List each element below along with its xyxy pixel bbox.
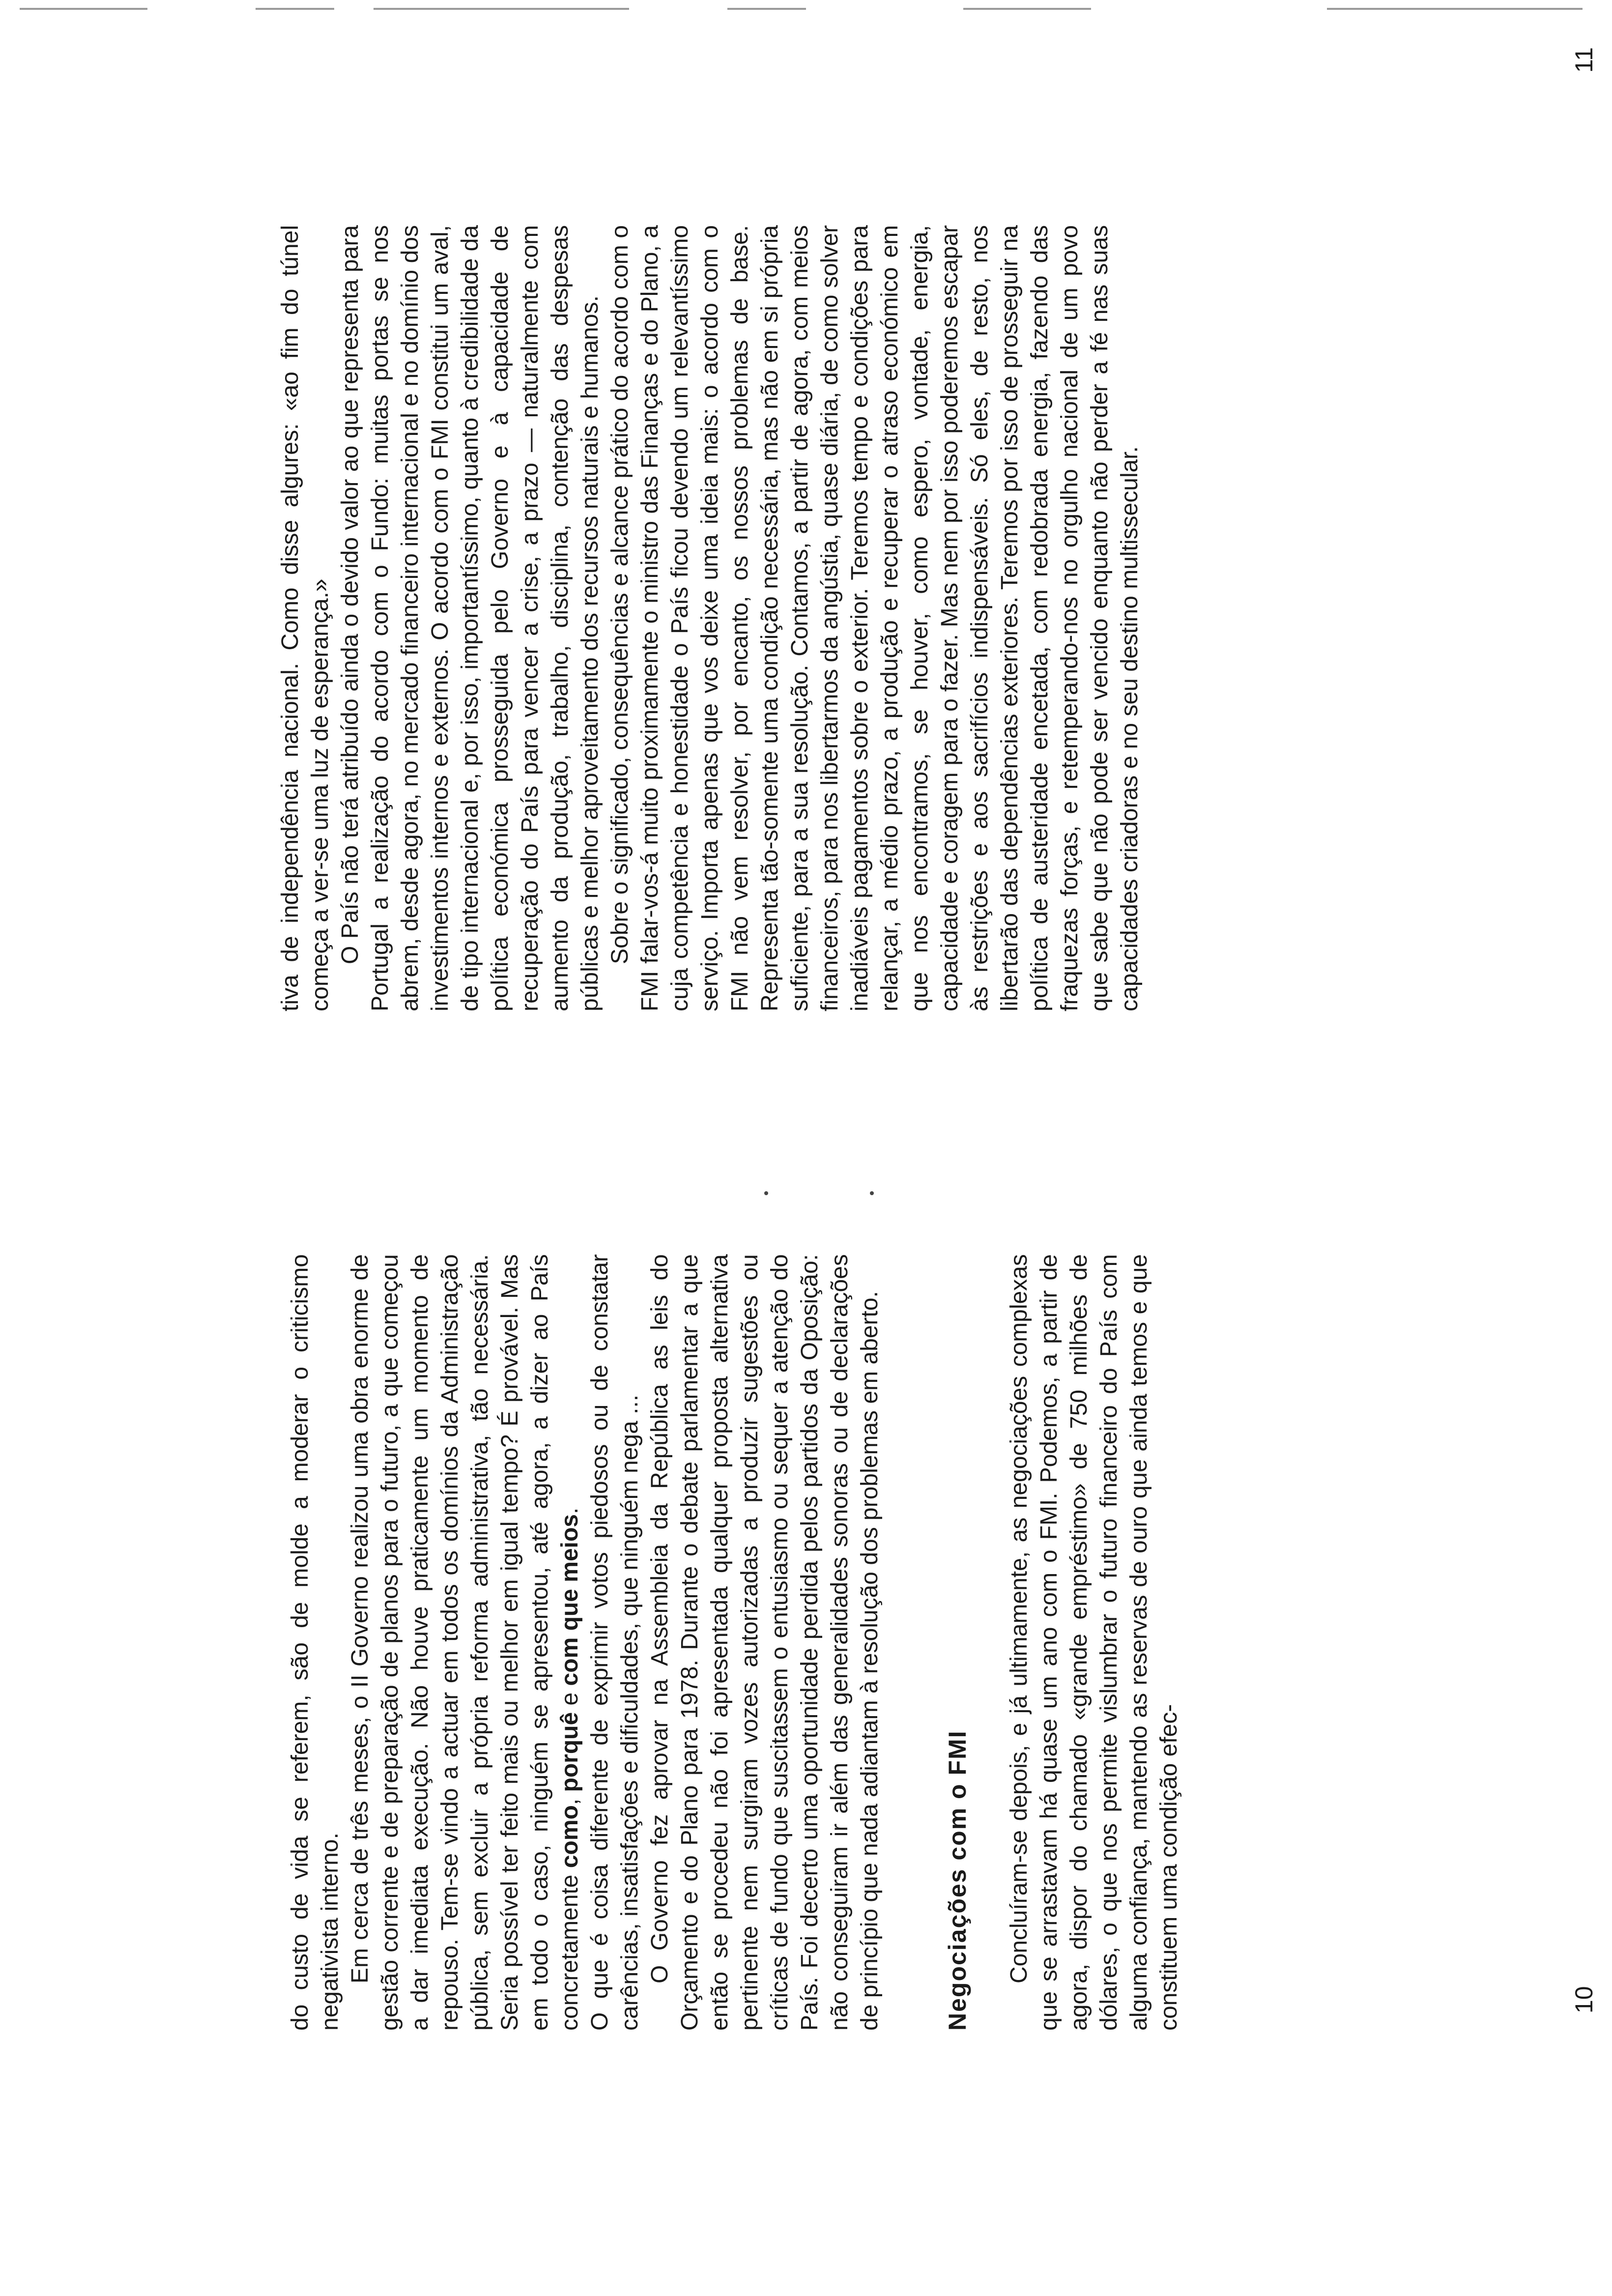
page-10 [0, 1148, 1612, 2296]
emphasis-why: porquê [557, 1712, 583, 1792]
paragraph: Sobre o significado, consequências e alcance prático do acordo com o FMI falar-vos-á muito proximamente o ministro das Finanças e do Plano, a cuja competência e honestidade o País ficou devendo um relevantíssimo serviço. Importa apenas que vos deixe uma ideia mais: o acordo com o FMI não vem resolver, por encanto, os nossos problemas de base. Representa tão-somente uma condição necessária, mas não em si própria suficiente, para a sua resolução. Contamos, a partir de agora, com meios financeiros, para nos libertarmos da angústia, quase diária, de como solver inadiáveis pagamentos sobre o exterior. Teremos tempo e condições para relançar, a médio prazo, a produção e recuperar o atraso económico em que nos encontramos, se houver, como espero, vontade, energia, capacidade e coragem para o fazer. Mas nem por isso poderemos escapar às restrições e aos sacrifícios indispensáveis. Só eles, de resto, nos libertarão das dependências exteriores. Teremos por isso de prosseguir na política de austeridade encetada, com redobrada energia, fazendo das fraquezas forças, e retemperando-nos no orgulho nacional de um povo que sabe que não pode ser vencido enquanto não perder a fé nas suas capacidades criadoras e no seu destino multissecular. [607, 225, 1143, 1011]
section-heading: Negociações com o FMI [944, 1730, 971, 2031]
scan-speck [764, 1191, 768, 1195]
separator: e [557, 1686, 583, 1712]
scan-speck [870, 1191, 874, 1195]
right-page-text [275, 225, 1145, 1011]
left-page-text [285, 1254, 1184, 2031]
emphasis-how: como [557, 1805, 583, 1868]
page-number: 10 [1570, 1986, 1598, 2013]
paragraph: O País não terá atribuído ainda o devido valor ao que representa para Portugal a realização do acordo com o Fundo: muitas portas se nos abrem, desde agora, no mercado financeiro internacional e no domínio dos investimentos internos e externos. O acordo com o FMI constitui um aval, de tipo internacional e, por isso, importantíssimo, quanto à credibilidade da política económica prosseguida pelo Governo e à capacidade de recuperação do País para vencer a crise, a prazo — naturalmente com aumento da produção, trabalho, disciplina, contenção das despesas públicas e melhor aproveitamento dos recursos naturais e humanos. [337, 225, 603, 1011]
separator: . [557, 1507, 583, 1514]
paragraph-text: Em cerca de três meses, o II Governo realizou uma obra enorme de gestão corrente e de preparação de planos para o futuro, a que começou a dar imediata execução. Não houve praticamente um momento de repouso. Tem-se vindo a actuar em todos os domínios da Administração pública, sem excluir a própria reforma administrativa, tão necessária. Seria possível ter feito mais ou melhor em igual tempo? É provável. Mas em todo o caso, ninguém se apresentou, até agora, a dizer ao País concretamente [347, 1254, 583, 2031]
paragraph: Concluíram-se depois, e já ultimamente, as negociações complexas que se arrastavam há quase um ano com o FMI. Podemos, a partir de agora, dispor do chamado «grande empréstimo» de 750 milhões de dólares, o que nos permite vislumbrar o futuro financeiro do País com alguma confiança, mantendo as reservas de ouro que ainda temos e que constituem uma condição efec- [1006, 1254, 1182, 2031]
paragraph: tiva de independência nacional. Como disse algures: «ao fim do túnel começa a ver-se uma luz de esperança.» [277, 225, 333, 1011]
paragraph: do custo de vida se referem, são de molde a moderar o criticismo negativista interno. [287, 1254, 343, 2031]
separator: , [557, 1792, 583, 1806]
page-number: 11 [1570, 47, 1598, 73]
paragraph: O que é coisa diferente de exprimir votos piedosos ou de constatar carências, insatisfações e dificuldades, que ninguém nega ... [587, 1254, 643, 2031]
paragraph: O Governo fez aprovar na Assembleia da República as leis do Orçamento e do Plano para 1978. Durante o debate parlamentar a que então se procedeu não foi apresentada qualquer proposta alternativa pertinente nem surgiram vozes autorizadas a produzir sugestões ou críticas de fundo que suscitassem o entusiasmo ou sequer a atenção do País. Foi decerto uma oportunidade perdida pelos partidos da Oposição: não conseguiram ir além das generalidades sonoras ou de declarações de princípio que nada adiantam à resolução dos problemas em aberto. [647, 1254, 883, 2031]
paragraph [345, 1254, 585, 2031]
emphasis-with-what: com que meios [557, 1514, 583, 1686]
